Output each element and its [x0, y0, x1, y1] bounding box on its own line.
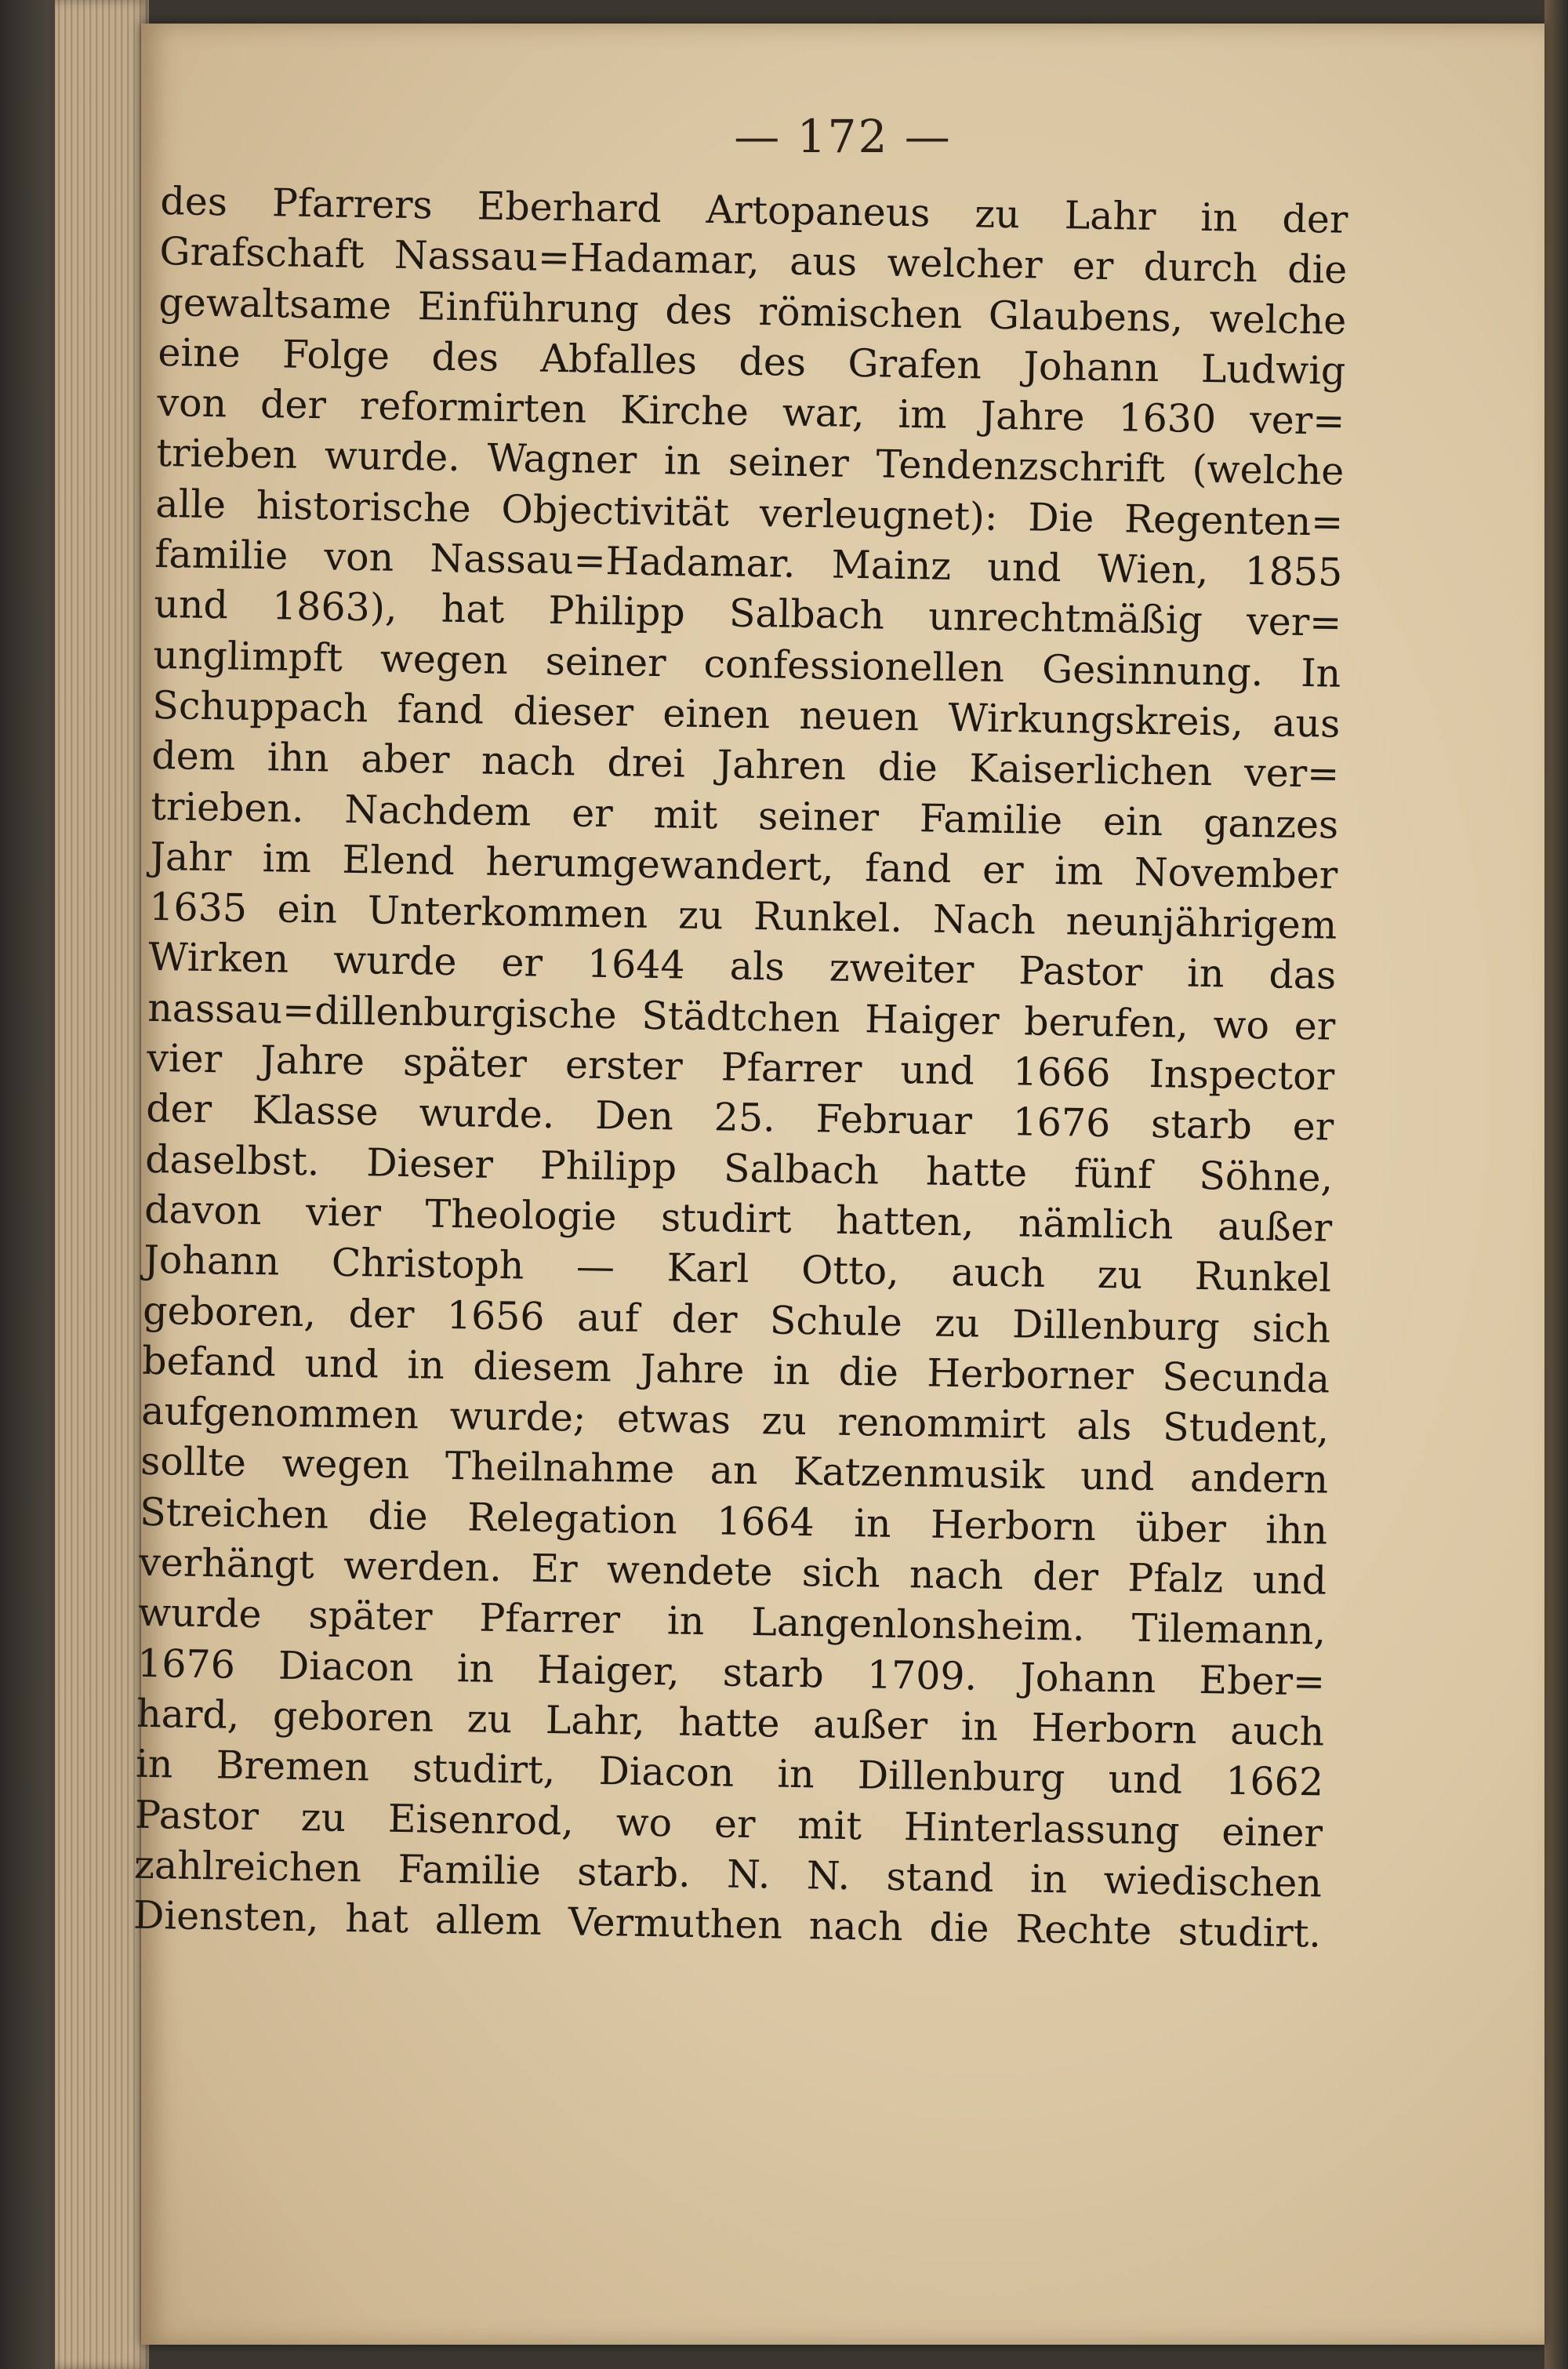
text-line: der Klasse wurde. Den 25. Februar 1676 starb er — [145, 1086, 1334, 1150]
text-line: von der reformirten Kirche war, im Jahre 1630 ver= — [157, 380, 1345, 444]
book-cover-edge — [1544, 0, 1568, 2369]
text-line: des Pfarrers Eberhard Artopaneus zu Lahr in der — [160, 178, 1348, 242]
text-line: zahlreichen Familie starb. N. N. stand in wiedischen — [133, 1842, 1323, 1906]
text-line: nassau=dillenburgische Städtchen Haiger berufen, wo er — [147, 985, 1336, 1049]
text-line: dem ihn aber nach drei Jahren die Kaiserlichen ver= — [151, 733, 1340, 797]
text-line: sollte wegen Theilnahme an Katzenmusik und andern — [140, 1439, 1329, 1503]
text-line: familie von Nassau=Hadamar. Mainz und Wien, 1855 — [154, 532, 1343, 595]
text-line: Grafschaft Nassau=Hadamar, aus welcher er durch die — [159, 229, 1348, 293]
text-line: unglimpft wegen seiner confessionellen Gesinnung. In — [152, 632, 1341, 696]
text-line: Wirken wurde er 1644 als zweiter Pastor in das — [147, 935, 1337, 999]
text-line: trieben. Nachdem er mit seiner Familie ein ganzes — [150, 783, 1339, 848]
page-body-text — [133, 176, 1348, 1960]
text-line: Schuppach fand dieser einen neuen Wirkungskreis, aus — [151, 682, 1341, 747]
text-line: in Bremen studirt, Diacon in Dillenburg und 1662 — [135, 1741, 1324, 1805]
text-line: befand und in diesem Jahre in die Herborner Secunda — [141, 1338, 1330, 1402]
text-line: Pastor zu Eisenrod, wo er mit Hinterlassung einer — [134, 1792, 1323, 1856]
text-line: hard, geboren zu Lahr, hatte außer in Herborn auch — [136, 1691, 1325, 1755]
text-line: 1635 ein Unterkommen zu Runkel. Nach neunjährigem — [148, 885, 1338, 948]
text-line: davon vier Theologie studirt hatten, nämlich außer — [143, 1186, 1333, 1251]
text-line: aufgenommen wurde; etwas zu renommirt als Student, — [140, 1388, 1330, 1452]
text-line: eine Folge des Abfalles des Grafen Johann Ludwig — [158, 329, 1346, 394]
text-line: Johann Christoph — Karl Otto, auch zu Runkel — [143, 1237, 1332, 1301]
text-line: 1676 Diacon in Haiger, starb 1709. Johann Eber= — [136, 1640, 1326, 1705]
text-line: wurde später Pfarrer in Langenlonsheim. Tilemann, — [137, 1590, 1327, 1654]
text-line: gewaltsame Einführung des römischen Glaubens, welche — [158, 279, 1347, 343]
text-line: alle historische Objectivität verleugnet): Die Regenten= — [154, 481, 1344, 545]
text-line: verhängt werden. Er wendete sich nach der Pfalz und — [138, 1539, 1327, 1604]
text-line: Diensten, hat allem Vermuthen nach die Rechte studirt. — [132, 1892, 1322, 1957]
text-line: daselbst. Dieser Philipp Salbach hatte fünf Söhne, — [144, 1136, 1334, 1201]
text-line: geboren, der 1656 auf der Schule zu Dillenburg sich — [142, 1288, 1331, 1352]
text-line: Streichen die Relegation 1664 in Herborn über ihn — [139, 1489, 1328, 1553]
text-line: vier Jahre später erster Pfarrer und 1666 Inspector — [146, 1035, 1335, 1099]
page-number: — 172 — — [734, 110, 952, 163]
text-line: und 1863), hat Philipp Salbach unrechtmäßig ver= — [153, 582, 1342, 646]
page-stack-edge — [55, 0, 149, 2369]
text-line: Jahr im Elend herumgewandert, fand er im November — [149, 834, 1338, 898]
text-line: trieben wurde. Wagner in seiner Tendenzschrift (welche — [156, 431, 1345, 495]
